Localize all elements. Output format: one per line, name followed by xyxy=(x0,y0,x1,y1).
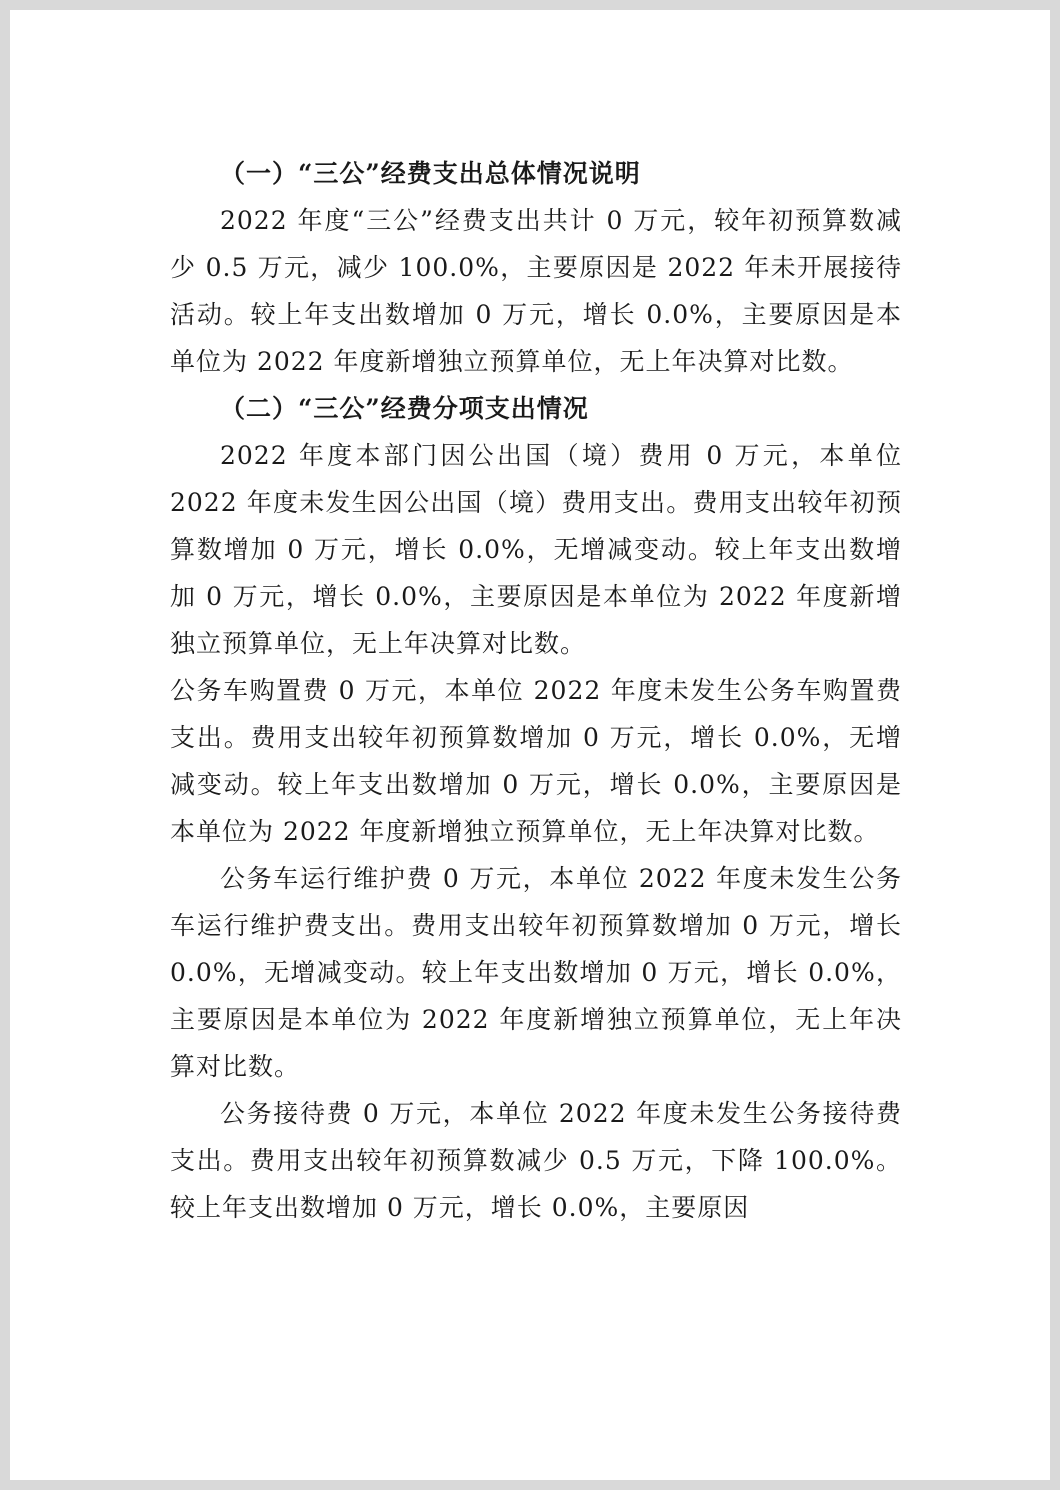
paragraph-overseas-travel: 2022 年度本部门因公出国（境）费用 0 万元，本单位 2022 年度未发生因公出国（境）费用支出。费用支出较年初预算数增加 0 万元，增长 0.0%，无增减变动。较上年支出数增加 0 万元，增长 0.0%，主要原因是本单位为 2022 年度新增独立预算单位，无上年决算对比数。 xyxy=(170,441,902,658)
section-heading-overall: （一）“三公”经费支出总体情况说明 xyxy=(220,159,641,188)
document-body xyxy=(170,150,902,1231)
section-heading-itemized: （二）“三公”经费分项支出情况 xyxy=(220,394,589,423)
paragraph-official-reception: 公务接待费 0 万元，本单位 2022 年度未发生公务接待费支出。费用支出较年初预算数减少 0.5 万元，下降 100.0%。较上年支出数增加 0 万元，增长 0.0%，主要原因 xyxy=(170,1099,902,1222)
paragraph-vehicle-purchase: 公务车购置费 0 万元，本单位 2022 年度未发生公务车购置费支出。费用支出较年初预算数增加 0 万元，增长 0.0%，无增减变动。较上年支出数增加 0 万元，增长 0.0%，主要原因是本单位为 2022 年度新增独立预算单位，无上年决算对比数。 xyxy=(170,676,902,846)
document-page xyxy=(10,10,1050,1480)
paragraph-overall-summary: 2022 年度“三公”经费支出共计 0 万元，较年初预算数减少 0.5 万元，减少 100.0%，主要原因是 2022 年未开展接待活动。较上年支出数增加 0 万元，增长 0.0%，主要原因是本单位为 2022 年度新增独立预算单位，无上年决算对比数。 xyxy=(170,206,902,376)
paragraph-vehicle-maintenance: 公务车运行维护费 0 万元，本单位 2022 年度未发生公务车运行维护费支出。费用支出较年初预算数增加 0 万元，增长 0.0%，无增减变动。较上年支出数增加 0 万元，增长 0.0%，主要原因是本单位为 2022 年度新增独立预算单位，无上年决算对比数。 xyxy=(170,864,902,1081)
